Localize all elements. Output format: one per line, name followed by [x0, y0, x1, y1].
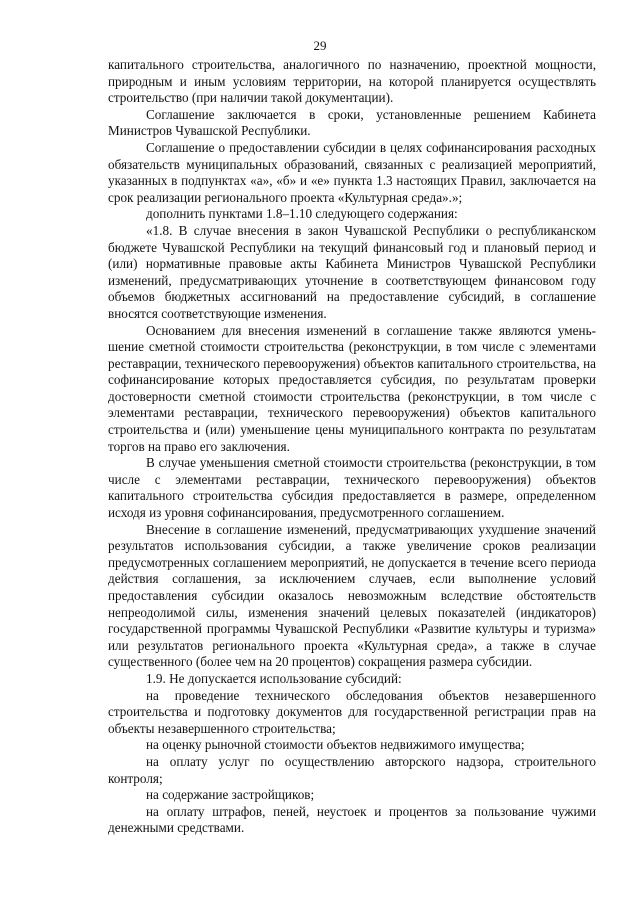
document-body — [108, 57, 596, 837]
paragraph: капитального строительства, аналогичного по назначению, проектной мощности, природным и иным условиям территории, на которой планируется осуществлять строительство (при наличии такой документации). — [108, 57, 596, 106]
paragraph: на оценку рыночной стоимости объектов недвижимого имущества; — [146, 737, 525, 753]
paragraph: на оплату штрафов, пеней, неустоек и процентов за пользование чужими денежными средствами. — [108, 803, 596, 836]
paragraph: В случае уменьшения сметной стоимости строительства (реконструкции, в том числе с элементами реставрации, технического перевооружения) объектов капитального строительства субсидия предоставляется в размере, определенном исходя из уровня софинансирования, предусмотренного соглашением. — [108, 455, 596, 521]
paragraph: 1.9. Не допускается использование субсидий: — [146, 670, 402, 686]
paragraph: Соглашение заключается в сроки, установленные решением Кабинета Министров Чувашской Республики. — [108, 106, 596, 139]
page-number: 29 — [313, 38, 327, 53]
paragraph: на оплату услуг по осуществлению авторского надзора, строительного контроля; — [108, 753, 596, 786]
paragraph: Соглашение о предоставлении субсидии в целях софинансирования расходных обязательств муниципальных образований, связанных с реализацией мероприятий, указанных в подпунктах «а», «б» и «е» пункта 1.3 настоящих Правил, заключается на срок реализации регионального проекта «Культурная среда».»; — [108, 139, 596, 205]
paragraph: на проведение технического обследования объектов незавершенного строительства и подготовку документов для государственной регистрации прав на объекты незавершенного строительства; — [108, 687, 596, 736]
paragraph: Внесение в соглашение изменений, предусматривающих ухудшение значений результатов использования субсидии, а также увеличение сроков реализации предусмотренных соглашением мероприятий, не допускается в течение всего периода действия соглашения, за исключением случаев, если выполнение условий предоставления субсидии оказалось невозможным вследствие обстоятельств непреодолимой силы, изменения значений целевых показателей (индикаторов) государственной программы Чувашской Республики «Развитие культуры и туризма» или результатов регионального проекта «Культурная среда», а также в случае существенного (более чем на 20 процентов) сокращения размера субсидии. — [108, 521, 596, 670]
paragraph: Основанием для внесения изменений в соглашение также являются уменьшение сметной стоимости строительства (реконструкции, в том числе с элементами реставрации, технического перевооружения) объектов капитального строительства, на софинансирование которых предоставляется субсидия, по результатам проверки достоверности сметной стоимости строительства (реконструкции, в том числе с элементами реставрации, технического перевооружения) объектов капитального строительства и (или) уменьшение цены муниципального контракта по результатам торгов на право его заключения. — [108, 322, 596, 454]
paragraph: дополнить пунктами 1.8–1.10 следующего содержания: — [146, 206, 458, 222]
paragraph: на содержание застройщиков; — [146, 787, 315, 803]
paragraph: «1.8. В случае внесения в закон Чувашской Республики о республиканском бюджете Чувашской Республики на текущий финансовый год и плановый период и (или) нормативные правовые акты Кабинета Министров Чувашской Республики изменений, предусматривающих уточнение в соответствующем финансовом году объемов бюджетных ассигнований на предоставление субсидий, в соглашение вносятся соответствующие изменения. — [108, 222, 596, 321]
